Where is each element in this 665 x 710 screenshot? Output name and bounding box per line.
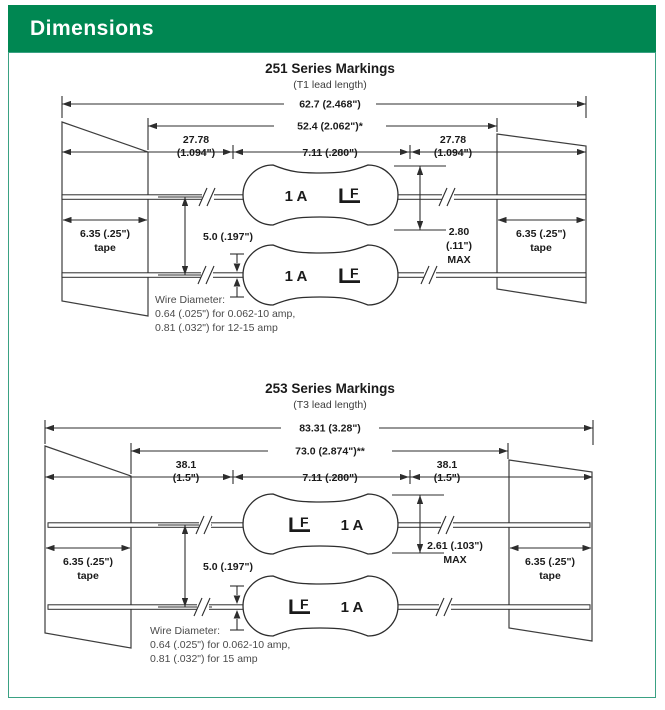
dim-right-in: (1.094") <box>433 147 473 159</box>
fuse-amp-marking: 1 A <box>284 268 308 285</box>
wire-note-line3: 0.81 (.032") for 15 amp <box>150 653 258 665</box>
dim-left-mm: 27.78 <box>182 134 210 146</box>
dim-inner-label: 52.4 (2.062")* <box>297 120 363 133</box>
dim-total-253 <box>45 420 593 445</box>
tape-size-label: 6.35 (.25") <box>63 556 113 568</box>
fuse-body <box>243 165 398 225</box>
fuse-amp-marking: 1 A <box>340 517 364 534</box>
lead-wire <box>62 195 245 200</box>
wire-note-line2: 0.64 (.025") for 0.062-10 amp, <box>155 308 296 320</box>
dim-total-251 <box>62 96 586 118</box>
logo-letter-l: L <box>288 514 301 537</box>
dim-chain-251 <box>63 134 586 159</box>
dim-pitch-251 <box>158 197 253 275</box>
page-title: Dimensions <box>30 16 155 40</box>
tape-reel-left <box>62 122 148 316</box>
wire-note-line1: Wire Diameter: <box>155 294 226 306</box>
logo-letter-l: L <box>338 265 351 288</box>
dim-tape-right-253 <box>510 548 591 582</box>
tape-size-label: 6.35 (.25") <box>525 556 575 568</box>
dim-pitch-253 <box>158 525 253 607</box>
dim-right-mm: 27.78 <box>439 134 467 146</box>
lead-wire <box>48 523 243 528</box>
logo-letter-f: F <box>350 185 359 201</box>
tape-size-label: 6.35 (.25") <box>80 228 130 240</box>
diagram-251-title: 251 Series Markings <box>265 61 395 76</box>
dim-height-251 <box>394 166 472 266</box>
fuse-body <box>243 576 398 636</box>
fuse-body <box>243 494 398 554</box>
diagram-253-title: 253 Series Markings <box>265 381 395 396</box>
tape-size-label: 6.35 (.25") <box>516 228 566 240</box>
dim-tape-right-251 <box>498 220 585 254</box>
dim-right-in: (1.5") <box>433 472 461 484</box>
dim-total-label: 83.31 (3.28") <box>299 422 361 435</box>
diagram-253 <box>45 381 593 665</box>
logo-letter-l: L <box>288 596 301 619</box>
dim-tape-left-253 <box>46 548 130 582</box>
tape-word-label: tape <box>77 570 99 582</box>
logo-letter-f: F <box>300 596 309 612</box>
lead-wire <box>398 523 590 528</box>
tape-word-label: tape <box>530 242 552 254</box>
fuse-amp-marking: 1 A <box>340 599 364 616</box>
wire-note-line2: 0.64 (.025") for 0.062-10 amp, <box>150 639 291 651</box>
tape-reel-right <box>509 460 592 641</box>
dim-inner-label: 73.0 (2.874")** <box>295 445 365 458</box>
dim-left-in: (1.5") <box>172 472 200 484</box>
logo-letter-l: L <box>338 185 351 208</box>
dim-pitch-label: 5.0 (.197") <box>203 231 253 243</box>
dim-pitch-label: 5.0 (.197") <box>203 561 253 573</box>
tape-reel-left <box>45 446 131 648</box>
dim-height-1: 2.80 <box>448 226 470 238</box>
dim-center: 7.11 (.280") <box>302 472 358 484</box>
dim-left-in: (1.094") <box>176 147 216 159</box>
lead-wire <box>48 605 243 610</box>
diagram-253-subtitle: (T3 lead length) <box>293 399 367 411</box>
diagram-251 <box>62 61 586 334</box>
tape-word-label: tape <box>539 570 561 582</box>
dim-tape-left-251 <box>63 220 147 254</box>
wire-note-line3: 0.81 (.032") for 12-15 amp <box>155 322 278 334</box>
lead-wire <box>398 195 586 200</box>
tape-word-label: tape <box>94 242 116 254</box>
lead-wire <box>398 605 590 610</box>
wire-note-line1: Wire Diameter: <box>150 625 221 637</box>
dim-right-mm: 38.1 <box>436 459 458 471</box>
dim-left-mm: 38.1 <box>175 459 197 471</box>
dim-height-2: (.11") <box>446 240 472 252</box>
lead-wire <box>62 273 245 278</box>
dim-total-label: 62.7 (2.468") <box>299 98 361 111</box>
dim-chain-253 <box>46 459 593 484</box>
logo-letter-f: F <box>300 514 309 530</box>
dim-height-253 <box>392 495 483 566</box>
fuse-body <box>243 245 398 305</box>
dim-height-2: MAX <box>443 554 467 566</box>
fuse-amp-marking: 1 A <box>284 188 308 205</box>
dim-height-3: MAX <box>447 254 471 266</box>
diagram-251-subtitle: (T1 lead length) <box>293 79 367 91</box>
dim-center: 7.11 (.280") <box>302 147 358 159</box>
dim-height-1: 2.61 (.103") <box>427 540 483 552</box>
logo-letter-f: F <box>350 265 359 281</box>
